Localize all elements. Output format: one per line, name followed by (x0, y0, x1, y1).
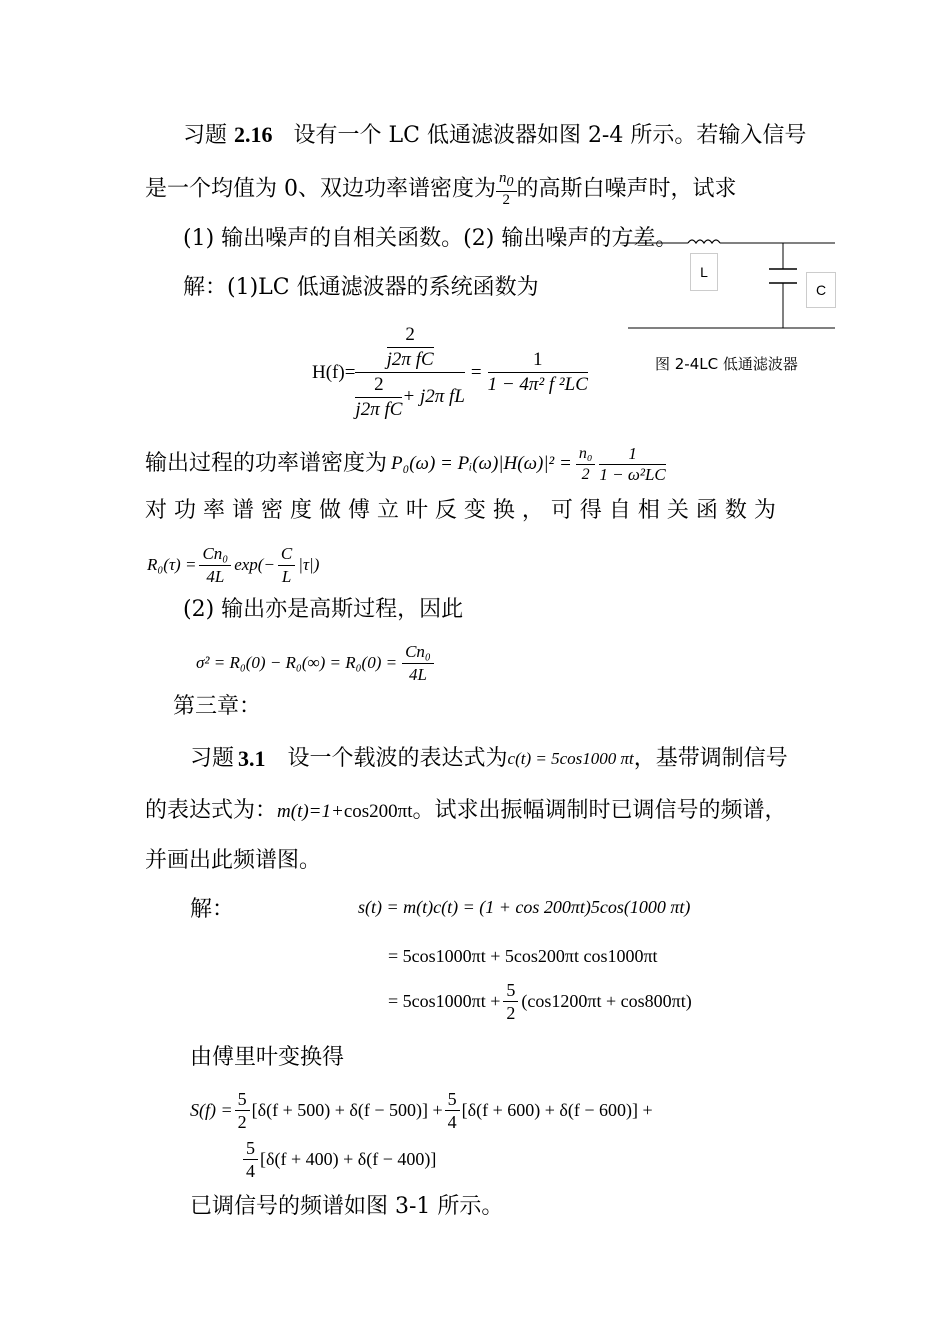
psd-line (145, 440, 666, 488)
message-cos: cos200πt (343, 801, 413, 822)
problem-3-1-line1 (190, 746, 788, 772)
one-over-denominator (599, 444, 665, 485)
problem-2-16-line2 (145, 170, 737, 209)
term1: [δ(f + 500) + δ(f − 500)] + (251, 1099, 443, 1120)
hf-lhs: H(f)= (312, 361, 356, 383)
problem-text: 的高斯白噪声时，试求 (516, 176, 737, 202)
closing-sentence: 已调信号的频谱如图 3-1 所示。 (190, 1194, 504, 1219)
part2-text: (2) 输出亦是高斯过程，因此 (183, 597, 464, 622)
numerator: Cn₀ (402, 641, 434, 664)
problem-number: 3.1 (238, 746, 266, 771)
problem-2-16-line1 (183, 122, 806, 149)
denominator: 4 (447, 1111, 457, 1132)
problem-text: 的表达式为： (145, 798, 278, 823)
modulated-signal-line3 (388, 976, 692, 1026)
problem-number: 2.16 (234, 122, 273, 147)
denominator: j2π fC (355, 399, 403, 420)
problem-3-1-line3: 并画出此频谱图。 (145, 848, 322, 873)
numerator: 1 (599, 444, 665, 465)
numerator-fraction (387, 323, 434, 372)
problem-label: 习题 (183, 123, 228, 148)
modulated-signal-line2: = 5cos1000πt + 5cos200πt cos1000πt (388, 946, 658, 966)
numerator: 5 (503, 979, 518, 1002)
problem-text: ，基带调制信号 (633, 746, 788, 771)
autocorrelation-formula (147, 540, 319, 590)
message-formula: m(t)=1+ (277, 801, 344, 822)
problem-label: 习题 (190, 746, 235, 771)
denominator: 4L (408, 664, 427, 684)
term2: [δ(f + 600) + δ(f − 600)] + (461, 1099, 653, 1120)
fourier-sentence: 对 功 率 谱 密 度 做 傅 立 叶 反 变 换 ， 可 得 自 相 关 函 数 为 (145, 498, 776, 523)
inductor-coil (688, 240, 720, 243)
chapter-heading: 第三章： (173, 694, 262, 719)
denominator: 2 (581, 465, 590, 483)
fraction-n0-over-2 (496, 170, 517, 209)
problem-text: 是一个均值为 0、双边功率谱密度为 (145, 176, 496, 202)
denominator: 1 − ω²LC (599, 464, 666, 484)
modulated-signal-line1: s(t) = m(t)c(t) = (1 + cos 200πt)5cos(1000 πt) (358, 897, 691, 917)
denominator: L (281, 566, 292, 586)
spectrum-lhs: S(f) = (190, 1099, 233, 1120)
result-fraction (488, 348, 588, 397)
denominator-fraction (355, 373, 402, 422)
coef-5-4 (243, 1137, 258, 1182)
expr-b: (cos1200πt + cos800πt) (521, 990, 692, 1011)
figure-caption: 图 2-4LC 低通滤波器 (655, 355, 798, 373)
carrier-formula: c(t) = 5cos1000 πt (507, 749, 634, 768)
numerator: 5 (445, 1088, 460, 1111)
label-box-C: C (806, 272, 836, 308)
denominator: 2 (502, 192, 510, 208)
problem-3-1-line2 (145, 798, 787, 825)
psd-formula: P₀(ω) = Pᵢ(ω)|H(ω)|² = (391, 453, 572, 474)
variance-formula (196, 638, 434, 688)
equals: = (470, 361, 482, 383)
problem-text: 。试求出振幅调制时已调信号的频谱， (412, 798, 787, 823)
coef-5-4 (445, 1088, 460, 1133)
r0-lhs: R₀(τ) = (147, 555, 197, 574)
numerator: n₀ (576, 444, 596, 465)
cn0-over-4l (199, 543, 231, 588)
exp: exp(− (234, 555, 275, 574)
psd-text: 输出过程的功率谱密度为 (145, 451, 388, 476)
questions: (1) 输出噪声的自相关函数。(2) 输出噪声的方差。 (183, 226, 678, 251)
denominator: 4L (206, 566, 225, 586)
numerator: Cn₀ (199, 543, 231, 566)
expr-a: = 5cos1000πt + (388, 990, 501, 1011)
denominator: 2 (506, 1002, 516, 1023)
big-fraction (355, 323, 464, 422)
numerator: C (278, 543, 295, 566)
big-denominator (355, 373, 464, 422)
transfer-function-formula (312, 325, 588, 420)
two: 2 (355, 373, 402, 398)
result-denominator: 1 − 4π² f ²LC (487, 374, 588, 395)
subscript: 0 (506, 175, 514, 190)
numerator: 5 (235, 1088, 250, 1111)
tail: |τ|) (298, 555, 320, 574)
problem-text: 设有一个 LC 低通滤波器如图 2-4 所示。若输入信号 (293, 123, 807, 148)
plus-term: + j2π fL (402, 385, 465, 407)
solution-line: 解：(1)LC 低通滤波器的系统函数为 (183, 275, 539, 300)
big-numerator (355, 323, 464, 373)
denominator: 4 (246, 1160, 255, 1181)
five-halves (503, 979, 518, 1024)
c-over-l (278, 543, 295, 588)
term3: [δ(f + 400) + δ(f − 400)] (260, 1148, 437, 1169)
spectrum-line2 (243, 1134, 436, 1184)
numerator: 5 (243, 1137, 258, 1160)
label-box-L: L (690, 253, 718, 291)
solution-label: 解： (190, 897, 235, 922)
one: 1 (488, 348, 588, 373)
spectrum-line1 (190, 1085, 653, 1135)
fourier-text: 由傅里叶变换得 (190, 1045, 345, 1070)
two: 2 (387, 323, 434, 348)
coef-5-2 (235, 1088, 250, 1133)
variance-expr: σ² = R₀(0) − R₀(∞) = R₀(0) = (196, 653, 398, 672)
denominator: j2π fC (386, 349, 434, 370)
problem-text: 设一个载波的表达式为 (287, 746, 508, 771)
cn0-over-4l (402, 641, 434, 686)
denominator: 2 (237, 1111, 247, 1132)
numerator (496, 170, 517, 192)
n: n (499, 170, 507, 186)
n0-over-2 (576, 444, 596, 485)
